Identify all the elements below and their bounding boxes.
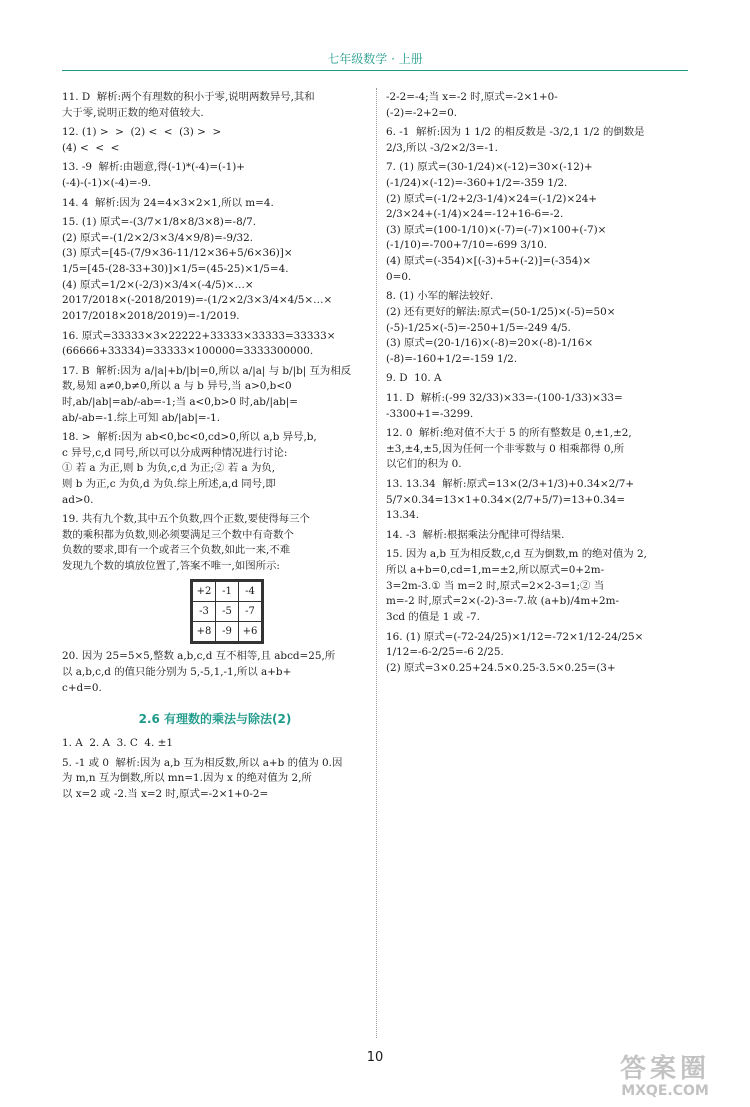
answer-line: 1. A 2. A 3. C 4. ±1 [62, 737, 173, 750]
answer-line: (2) 原式=-(1/2×2/3×3/4×9/8)=-9/32. [62, 231, 253, 244]
answer-item [386, 289, 688, 367]
answer-line: ① 若 a 为正,则 b 为负,c,d 为正;② 若 a 为负, [62, 462, 276, 475]
grid-cell: -3 [193, 601, 216, 621]
answer-item [386, 391, 688, 422]
answer-line: 3cd 的值是 1 或 -7. [386, 610, 480, 623]
answer-item [62, 512, 368, 574]
answer-item [386, 125, 688, 156]
answer-line: ab/-ab=-1.综上可知 ab/|ab|=-1. [62, 411, 221, 424]
answer-item [62, 125, 368, 156]
answer-line: 13. 13.34 解析:原式=13×(2/3+1/3)+0.34×2/7+ [386, 478, 635, 491]
answer-line: 5/7×0.34=13×1+0.34×(2/7+5/7)=13+0.34= [386, 493, 626, 506]
number-grid [192, 581, 262, 642]
answer-line: ±3,±4,±5,因为任何一个非零数与 0 相乘都得 0,所 [386, 442, 625, 455]
answer-line: (4) 原式=(-354)×[(-3)+5+(-2)]=(-354)× [386, 255, 592, 268]
page-header-title: 七年级数学 · 上册 [327, 52, 423, 66]
answer-line: 16. 原式=33333×3×22222+33333×33333=33333× [62, 329, 336, 342]
answer-line: (-1/24)×(-12)=-360+1/2=-359 1/2. [386, 177, 568, 190]
answer-item [62, 160, 368, 191]
answer-item [386, 426, 688, 473]
answer-line: 3=2m-3.① 当 m=2 时,原式=2×2-3=1;② 当 [386, 579, 605, 592]
header-rule [62, 70, 688, 71]
answer-line: (3) 原式=[45-(7/9×36-11/12×36+5/6×36)]× [62, 247, 293, 260]
grid-cell: +8 [193, 621, 216, 641]
number-grid-figure [190, 579, 264, 644]
answer-line: 15. (1) 原式=-(3/7×1/8×8/3×8)=-8/7. [62, 216, 257, 229]
left-answers-continued [62, 649, 368, 696]
answer-line: (4) < < < [62, 141, 120, 154]
answer-line: 0=0. [386, 270, 412, 283]
watermark-mark: 答案圈 [619, 1054, 710, 1084]
answer-line: 13. -9 解析:由题意,得(-1)*(-4)=(-1)+ [62, 161, 245, 174]
answer-line: (2) 原式=(-1/2+2/3-1/4)×24=(-1/2)×24+ [386, 192, 598, 205]
answer-line: -3300+1=-3299. [386, 407, 474, 420]
answer-item [386, 160, 688, 285]
answer-line: 14. -3 解析:根据乘法分配律可得结果. [386, 528, 565, 541]
answer-line: (2) 还有更好的解法:原式=(50-1/25)×(-5)=50× [386, 305, 616, 318]
answer-item [386, 547, 688, 625]
answer-line: 2017/2018×(-2018/2019)=-(1/2×2/3×3/4×4/5×…× [62, 294, 333, 307]
answer-line: (3) 原式=(100-1/10)×(-7)=(-7)×100+(-7)× [386, 223, 607, 236]
answer-item [62, 736, 368, 752]
left-column [62, 90, 368, 807]
answer-line: 以 x=2 或 -2.当 x=2 时,原式=-2×1+0-2= [62, 787, 269, 800]
answer-line: (66666+33334)=33333×100000=3333300000. [62, 345, 314, 358]
right-column [386, 90, 688, 680]
answer-line: 则 b 为正,c 为负,d 为负.综上所述,a,d 同号,即 [62, 478, 276, 491]
answer-line: (-4)-(-1)×(-4)=-9. [62, 177, 152, 190]
answer-item [62, 364, 368, 426]
grid-cell: -1 [216, 581, 239, 601]
answer-line: 16. (1) 原式=(-72-24/25)×1/12=-72×1/12-24/25× [386, 630, 644, 643]
answer-line: 所以 a+b=0,cd=1,m=±2,所以原式=0+2m- [386, 564, 605, 577]
watermark-url: MXQE.COM [621, 1082, 709, 1099]
answer-item [386, 90, 688, 121]
answer-line: 15. 因为 a,b 互为相反数,c,d 互为倒数,m 的绝对值为 2, [386, 548, 647, 561]
answer-item [62, 430, 368, 508]
answer-line: 20. 因为 25=5×5,整数 a,b,c,d 互不相等,且 abcd=25,所 [62, 650, 336, 663]
grid-cell: -4 [239, 581, 262, 601]
grid-cell: -5 [216, 601, 239, 621]
answer-line: ad>0. [62, 493, 94, 506]
answer-line: m=-2 时,原式=2×(-2)-3=-7.故 (a+b)/4m+2m- [386, 595, 619, 608]
answer-line: 以 a,b,c,d 的值只能分别为 5,-5,1,-1,所以 a+b+ [62, 665, 292, 678]
answer-line: (-5)-1/25×(-5)=-250+1/5=-249 4/5. [386, 321, 571, 334]
answer-item [62, 90, 368, 121]
answer-line: 发现九个数的填放位置了,答案不唯一,如图所示: [62, 560, 280, 573]
answer-line: 1/12=-6-2/25=-6 2/25. [386, 646, 504, 659]
answer-line: (2) 原式=3×0.25+24.5×0.25-3.5×0.25=(3+ [386, 661, 616, 674]
answer-line: 9. D 10. A [386, 372, 442, 385]
grid-cell: -9 [216, 621, 239, 641]
answer-line: 2017/2018×2018/2019)=-1/2019. [62, 309, 240, 322]
grid-cell: +2 [193, 581, 216, 601]
section-title: 2.6 有理数的乘法与除法(2) [138, 712, 292, 727]
answer-line: 14. 4 解析:因为 24=4×3×2×1,所以 m=4. [62, 196, 274, 209]
right-answers [386, 90, 688, 676]
section-answers [62, 736, 368, 802]
answer-line: 12. 0 解析:绝对值不大于 5 的所有整数是 0,±1,±2, [386, 427, 632, 440]
answer-line: 2/3×24+(-1/4)×24=-12+16-6=-2. [386, 208, 564, 221]
answer-line: c+d=0. [62, 681, 102, 694]
answer-line: 13.34. [386, 509, 420, 522]
answer-line: 为 m,n 互为倒数,所以 mn=1.因为 x 的绝对值为 2,所 [62, 772, 312, 785]
answer-line: 以它们的积为 0. [386, 458, 462, 471]
page-number: 10 [345, 1050, 405, 1065]
answer-line: 2/3,所以 -3/2×2/3=-1. [386, 141, 498, 154]
answer-line: 17. B 解析:因为 a/|a|+b/|b|=0,所以 a/|a| 与 b/|b| 互为相反 [62, 364, 352, 377]
grid-cell: -7 [239, 601, 262, 621]
grid-cell: +6 [239, 621, 262, 641]
answer-item [62, 329, 368, 360]
answer-line: (-8)=-160+1/2=-159 1/2. [386, 352, 518, 365]
answer-line: 6. -1 解析:因为 1 1/2 的相反数是 -3/2,1 1/2 的倒数是 [386, 126, 645, 139]
answer-line: 8. (1) 小军的解法较好. [386, 290, 494, 303]
answer-line: 1/5=[45-(28-33+30)]×1/5=(45-25)×1/5=4. [62, 263, 289, 276]
answer-line: (-1/10)=-700+7/10=-699 3/10. [386, 239, 548, 252]
answer-line: 7. (1) 原式=(30-1/24)×(-12)=30×(-12)+ [386, 161, 593, 174]
answer-line: 时,ab/|ab|=ab/-ab=-1;当 a<0,b>0 时,ab/|ab|= [62, 395, 299, 408]
answer-line: 数,易知 a≠0,b≠0,所以 a 与 b 异号,当 a>0,b<0 [62, 380, 292, 393]
answer-line: c 异号,c,d 同号,所以可以分成两种情况进行讨论: [62, 446, 288, 459]
answer-line: 大于零,说明正数的绝对值较大. [62, 106, 204, 119]
answer-item [386, 371, 688, 387]
answer-line: -2-2=-4;当 x=-2 时,原式=-2×1+0- [386, 91, 558, 103]
answer-item [386, 528, 688, 544]
answer-item [62, 196, 368, 212]
answer-line: (3) 原式=(20-1/16)×(-8)=20×(-8)-1/16× [386, 337, 594, 350]
answer-line: 12. (1) > > (2) < < (3) > > [62, 126, 222, 139]
answer-line: 19. 共有九个数,其中五个负数,四个正数,要使得每三个 [62, 513, 310, 526]
answer-line: 数的乘积都为负数,则必须要满足三个数中有奇数个 [62, 528, 294, 541]
answer-line: 11. D 解析:(-99 32/33)×33=-(100-1/33)×33= [386, 391, 623, 404]
answer-item [62, 756, 368, 803]
answer-item [62, 649, 368, 696]
column-divider [376, 88, 377, 1038]
answer-item [386, 477, 688, 524]
watermark-logo [590, 1055, 740, 1105]
left-answers [62, 90, 368, 575]
answer-line: 11. D 解析:两个有理数的积小于零,说明两数异号,其和 [62, 91, 315, 103]
answer-item [386, 630, 688, 677]
answer-item [62, 215, 368, 324]
answer-line: (-2)=-2+2=0. [386, 106, 457, 119]
answer-line: 18. > 解析:因为 ab<0,bc<0,cd>0,所以 a,b 异号,b, [62, 431, 317, 444]
answer-line: (4) 原式=1/2×(-2/3)×3/4×(-4/5)×…× [62, 278, 254, 291]
answer-line: 负数的要求,即有一个或者三个负数,如此一来,不难 [62, 544, 291, 557]
answer-line: 5. -1 或 0 解析:因为 a,b 互为相反数,所以 a+b 的值为 0.因 [62, 756, 343, 769]
